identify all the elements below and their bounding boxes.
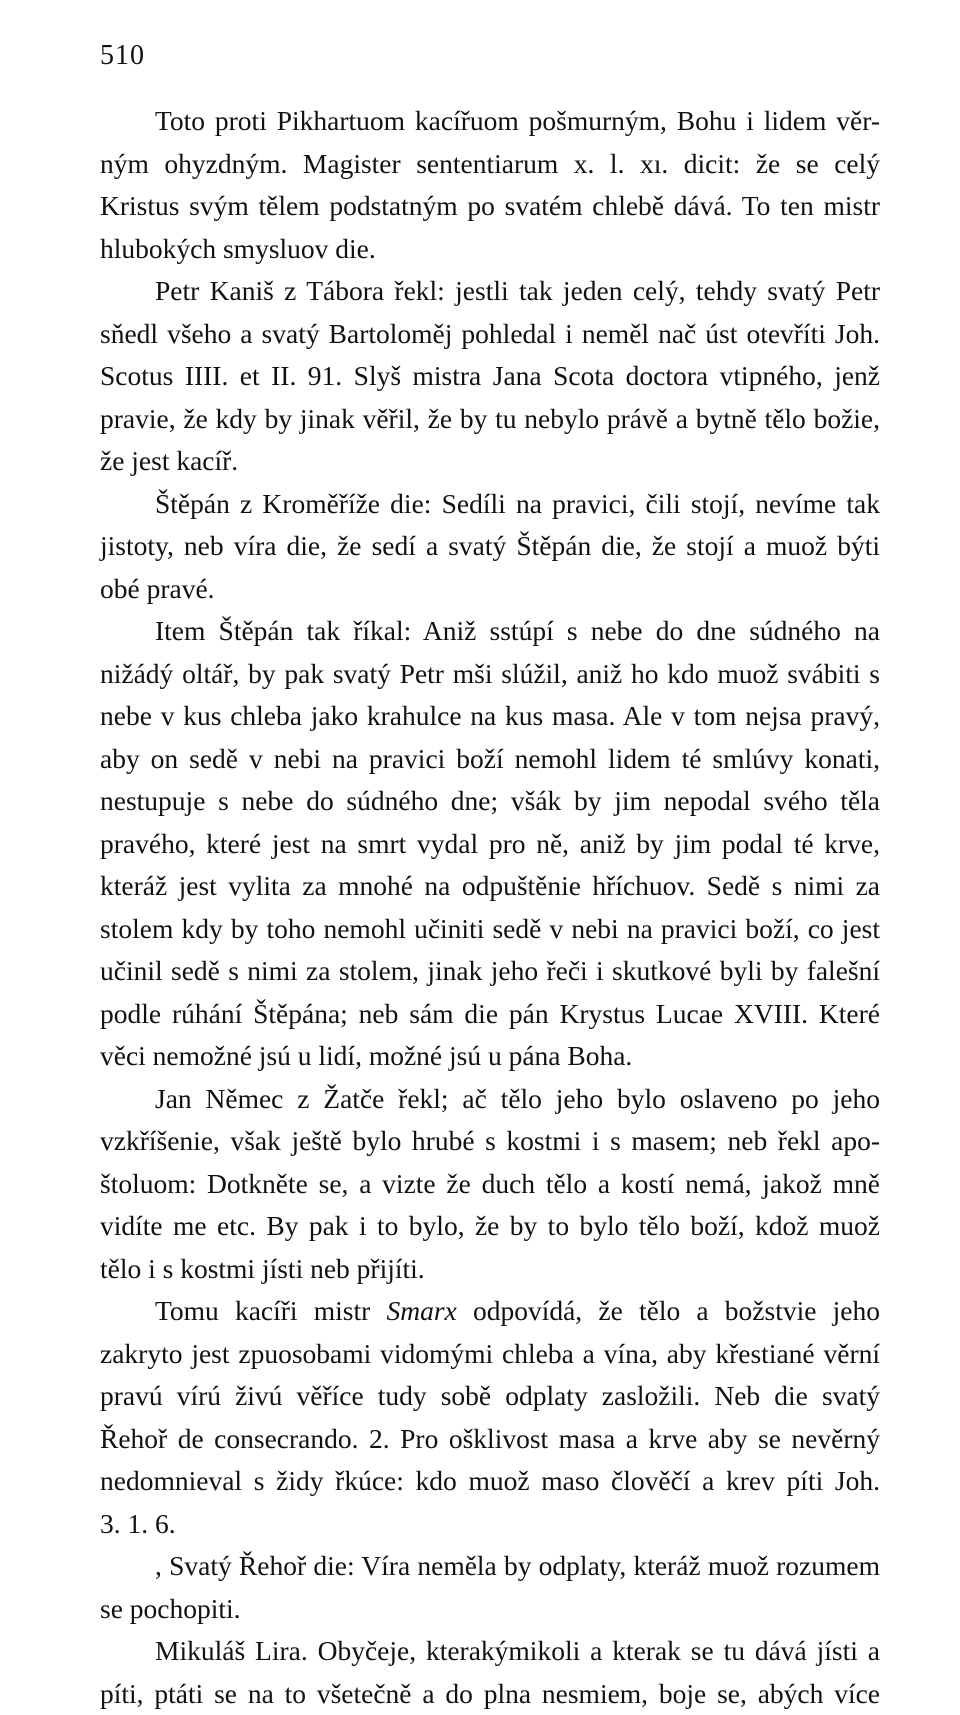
text-line: 3. 1. 6. <box>100 1503 880 1546</box>
text-line: podle rúhání Štěpána; neb sám die pán Krystus Lucae XVIII. Které <box>100 993 880 1036</box>
text-line: štoluom: Dotkněte se, a vizte že duch tělo a kostí nemá, jakož mně <box>100 1163 880 1206</box>
text-line: věci nemožné jsú u lidí, možné jsú u pána Boha. <box>100 1035 880 1078</box>
text-line: tělo i s kostmi jísti neb přijíti. <box>100 1248 880 1291</box>
text-line: Scotus IIII. et II. 91. Slyš mistra Jana Scota doctora vtipného, jenž <box>100 355 880 398</box>
text-line: zakryto jest zpuosobami vidomými chleba a vína, aby křestiané věrní <box>100 1333 880 1376</box>
text-line: kteráž jest vylita za mnohé na odpuštěnie hříchuov. Sedě s nimi za <box>100 865 880 908</box>
text-line: nižádý oltář, by pak svatý Petr mši slúžil, aniž ho kdo muož svábiti s <box>100 653 880 696</box>
text-line: aby on sedě v nebi na pravici boží nemohl lidem té smlúvy konati, <box>100 738 880 781</box>
text-line: učinil sedě s nimi za stolem, jinak jeho řeči i skutkové byli by falešní <box>100 950 880 993</box>
text-line: pravú vírú živú věříce tudy sobě odplaty zasložili. Neb die svatý <box>100 1375 880 1418</box>
text-line: stolem kdy by toho nemohl učiniti sedě v nebi na pravici boží, co jest <box>100 908 880 951</box>
text-line: hlubokých smysluov die. <box>100 228 880 271</box>
text-line: Štěpán z Kroměříže die: Sedíli na pravici, čili stojí, nevíme tak <box>100 483 880 526</box>
text-line: Kristus svým tělem podstatným po svatém chlebě dává. To ten mistr <box>100 185 880 228</box>
text-line: Jan Němec z Žatče řekl; ač tělo jeho bylo oslaveno po jeho <box>100 1078 880 1121</box>
text-line: , Svatý Řehoř die: Víra neměla by odplaty, kteráž muož rozumem <box>100 1545 880 1588</box>
text-line: se pochopiti. <box>100 1588 880 1631</box>
text-line: Tomu kacíři mistr Smarx odpovídá, že tělo a božstvie jeho <box>100 1290 880 1333</box>
text-line: ným ohyzdným. Magister sententiarum x. l. xı. dicit: že se celý <box>100 143 880 186</box>
body-text <box>100 100 880 1715</box>
text-line: sňedl všeho a svatý Bartoloměj pohledal i neměl nač úst otevříti Joh. <box>100 313 880 356</box>
text-line: Toto proti Pikhartuom kacířuom pošmurným, Bohu i lidem věr- <box>100 100 880 143</box>
text-line: Mikuláš Lira. Obyčeje, kterakýmikoli a kterak se tu dává jísti a <box>100 1630 880 1673</box>
text-line: jistoty, neb víra die, že sedí a svatý Štěpán die, že stojí a muož býti <box>100 525 880 568</box>
text-line: obé pravé. <box>100 568 880 611</box>
text-line: Řehoř de consecrando. 2. Pro ošklivost masa a krve aby se nevěrný <box>100 1418 880 1461</box>
text-line: Petr Kaniš z Tábora řekl: jestli tak jeden celý, tehdy svatý Petr <box>100 270 880 313</box>
text-line: nestupuje s nebe do súdného dne; všák by jim nepodal svého těla <box>100 780 880 823</box>
text-line: pravie, že kdy by jinak věřil, že by tu nebylo právě a bytně tělo božie, <box>100 398 880 441</box>
text-line: vidíte me etc. By pak i to bylo, že by to bylo tělo boží, kdož muož <box>100 1205 880 1248</box>
text-line: Item Štěpán tak říkal: Aniž sstúpí s nebe do dne súdného na <box>100 610 880 653</box>
text-line: píti, ptáti se na to všetečně a do plna nesmiem, boje se, abých více <box>100 1673 880 1715</box>
text-line: že jest kacíř. <box>100 440 880 483</box>
text-line: nedomnieval s židy řkúce: kdo muož maso člověčí a krev píti Joh. <box>100 1460 880 1503</box>
page-number: 510 <box>100 40 145 72</box>
italic-name: Smarx <box>386 1295 456 1326</box>
text-line: nebe v kus chleba jako krahulce na kus masa. Ale v tom nejsa pravý, <box>100 695 880 738</box>
text-line: pravého, které jest na smrt vydal pro ně, aniž by jim podal té krve, <box>100 823 880 866</box>
text-line: vzkříšenie, však ještě bylo hrubé s kostmi i s masem; neb řekl apo- <box>100 1120 880 1163</box>
